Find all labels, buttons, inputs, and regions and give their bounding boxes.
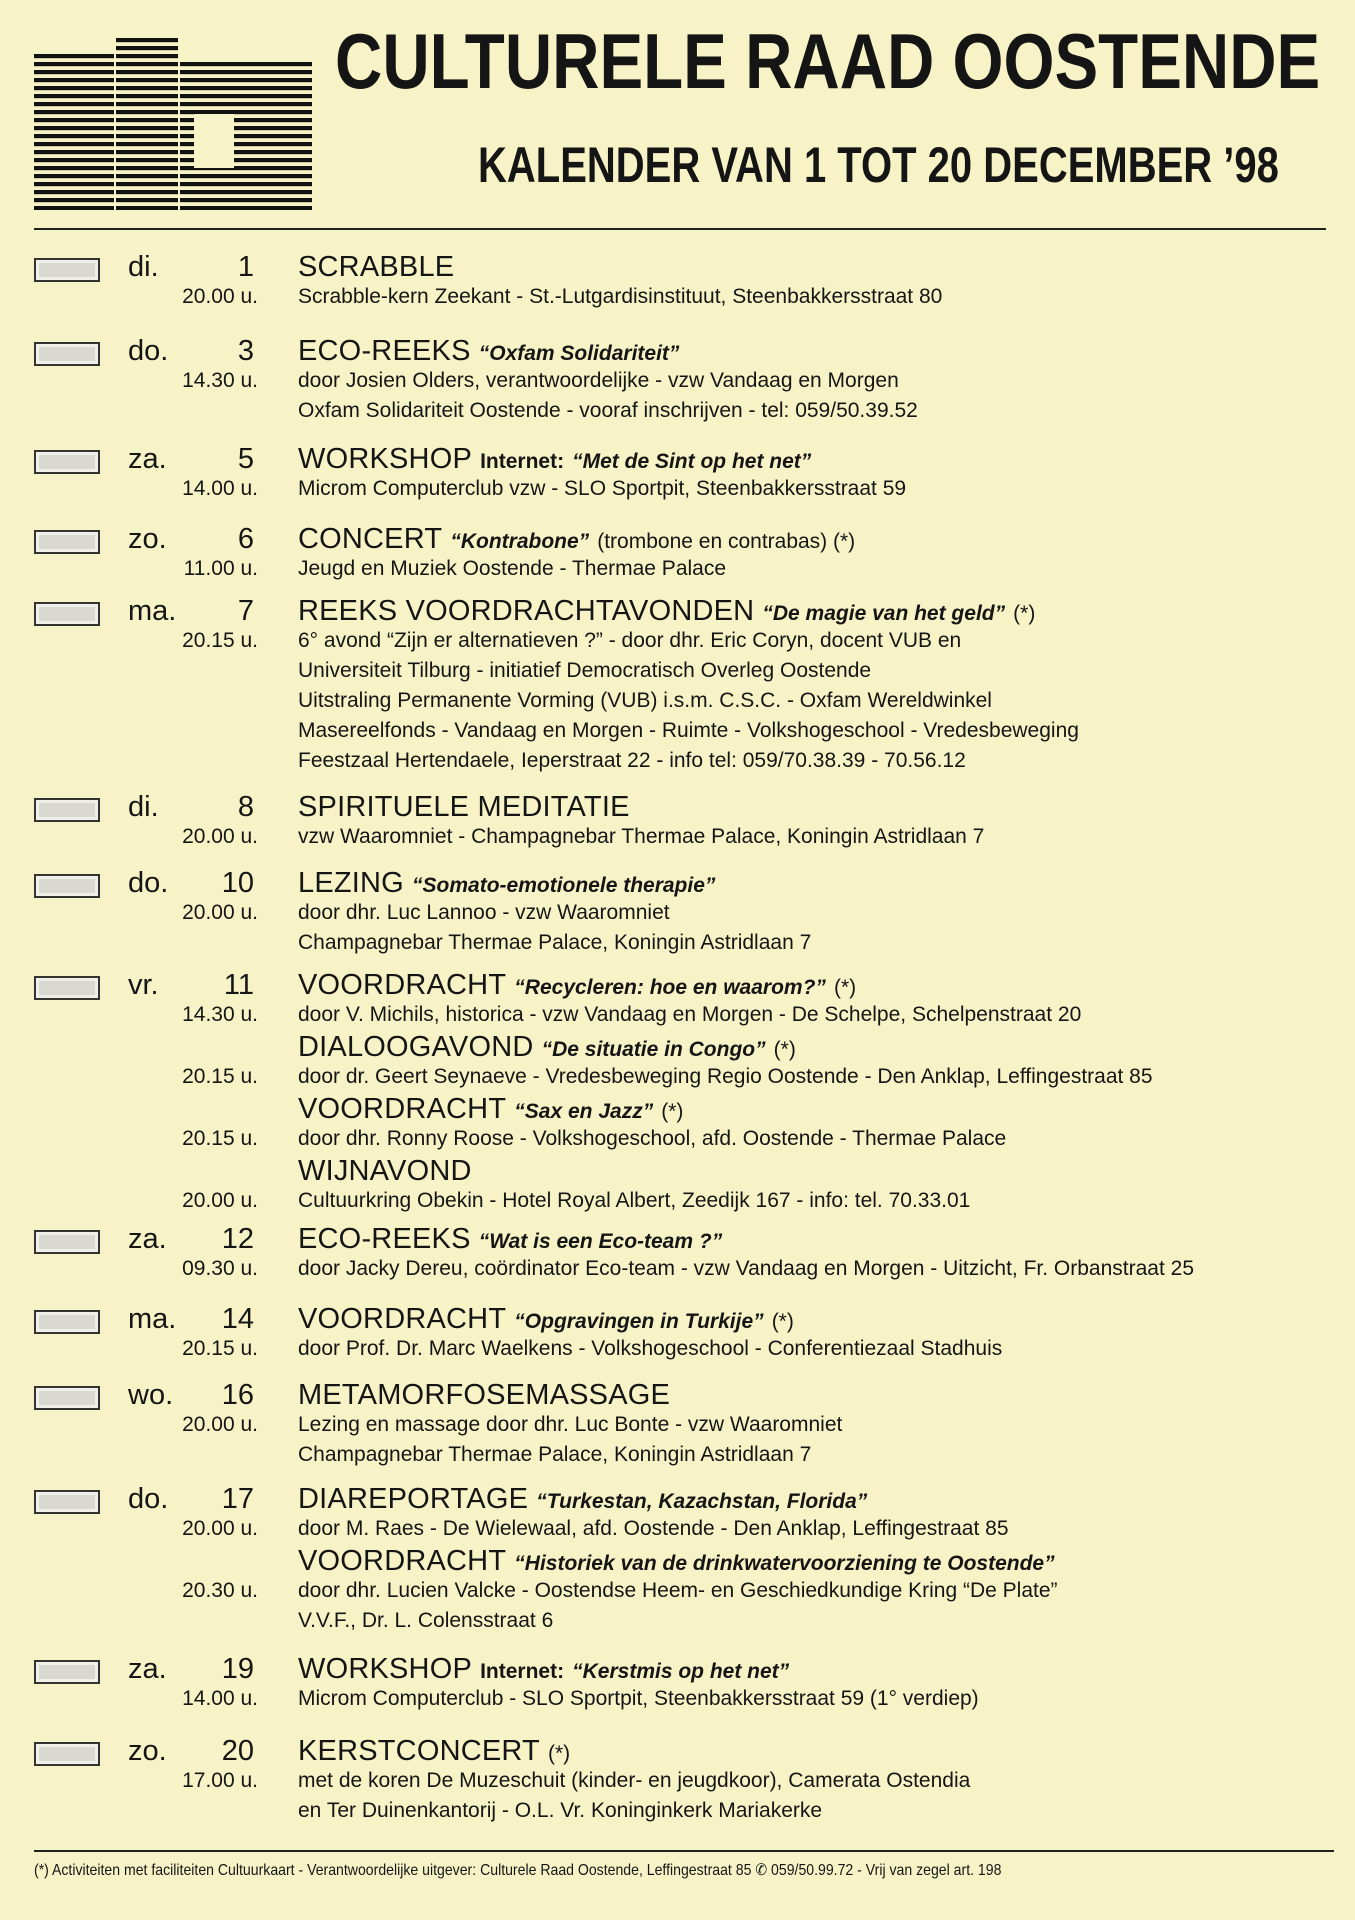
event-title-extra: (*) bbox=[833, 976, 857, 999]
event-day-number: 17 bbox=[221, 1483, 254, 1515]
event-time: 14.00 u. bbox=[182, 1687, 258, 1710]
event-title-extra: (*) bbox=[548, 1742, 571, 1765]
event-weekday: vr. bbox=[128, 969, 159, 1001]
event-checkbox bbox=[34, 530, 100, 554]
event-checkbox bbox=[34, 1310, 100, 1334]
event-detail-line: Oxfam Solidariteit Oostende - vooraf inschrijven - tel: 059/50.39.52 bbox=[298, 399, 918, 422]
event-checkbox bbox=[34, 976, 100, 1000]
event-title-extra: (*) bbox=[661, 1100, 684, 1123]
event-title-quote: “Kontrabone” bbox=[450, 530, 590, 553]
event-title-main: REEKS VOORDRACHTAVONDEN bbox=[298, 595, 755, 627]
event-title-main: SCRABBLE bbox=[298, 251, 455, 283]
event-title-extra: (*) bbox=[1013, 602, 1036, 625]
footer-divider bbox=[34, 1850, 1334, 1852]
event-detail-line: door Jacky Dereu, coördinator Eco-team - vzw Vandaag en Morgen - Uitzicht, Fr. Orbanstraat 25 bbox=[298, 1257, 1195, 1280]
event-day-number: 3 bbox=[237, 335, 254, 367]
event-title-extra: (*) bbox=[771, 1310, 794, 1333]
event-day-number: 1 bbox=[237, 251, 254, 283]
event-detail-line: Masereelfonds - Vandaag en Morgen - Ruimte - Volkshogeschool - Vredesbeweging bbox=[298, 719, 1079, 742]
event-title-main: KERSTCONCERT bbox=[298, 1735, 540, 1767]
event-title-quote: “Oxfam Solidariteit” bbox=[478, 342, 680, 365]
event-checkbox bbox=[34, 1386, 100, 1410]
event-day-number: 7 bbox=[237, 595, 254, 627]
event-detail-line: Jeugd en Muziek Oostende - Thermae Palace bbox=[298, 557, 727, 580]
event-checkbox bbox=[34, 602, 100, 626]
event-detail-line: door dr. Geert Seynaeve - Vredesbeweging Regio Oostende - Den Anklap, Leffingestraat 85 bbox=[298, 1065, 1153, 1088]
header bbox=[0, 0, 1355, 228]
event-title bbox=[298, 790, 630, 824]
event-weekday: do. bbox=[128, 1483, 169, 1515]
event-time: 14.30 u. bbox=[182, 369, 258, 392]
event-weekday: za. bbox=[128, 443, 167, 475]
event-weekday: zo. bbox=[128, 523, 167, 555]
event-detail-line: door Prof. Dr. Marc Waelkens - Volkshogeschool - Conferentiezaal Stadhuis bbox=[298, 1337, 1003, 1360]
event-time: 20.15 u. bbox=[182, 1065, 258, 1088]
event-title bbox=[298, 250, 454, 284]
header-divider bbox=[34, 228, 1326, 230]
event-title-extra: (*) bbox=[773, 1038, 796, 1061]
event-time: 17.00 u. bbox=[182, 1769, 258, 1792]
event-detail-line: 6° avond “Zijn er alternatieven ?” - door dhr. Eric Coryn, docent VUB en bbox=[298, 629, 962, 652]
event-title-main: VOORDRACHT bbox=[298, 1093, 507, 1125]
event-title-main: DIALOOGAVOND bbox=[298, 1031, 534, 1063]
event-day-number: 6 bbox=[237, 523, 254, 555]
event-time: 20.00 u. bbox=[182, 285, 258, 308]
event-title-quote: “Kerstmis op het net” bbox=[572, 1660, 790, 1683]
event-day-number: 19 bbox=[221, 1653, 254, 1685]
event-title-quote: “Opgravingen in Turkije” bbox=[514, 1310, 764, 1333]
event-title-main: ECO-REEKS bbox=[298, 335, 471, 367]
footer-note: (*) Activiteiten met faciliteiten Cultuurkaart - Verantwoordelijke uitgever: Culturele Raad Oostende, Leffingestraat 85 ✆ 059/50.99.72 - Vrij van zegel art. 198 bbox=[34, 1862, 1002, 1879]
event-weekday: do. bbox=[128, 335, 169, 367]
event-weekday: ma. bbox=[128, 595, 177, 627]
event-checkbox bbox=[34, 1230, 100, 1254]
event-title-main: VOORDRACHT bbox=[298, 1545, 507, 1577]
event-detail-line: door Josien Olders, verantwoordelijke - vzw Vandaag en Morgen bbox=[298, 369, 899, 392]
event-title-quote: “Turkestan, Kazachstan, Florida” bbox=[536, 1490, 868, 1513]
event-title-main: VOORDRACHT bbox=[298, 969, 507, 1001]
event-time: 14.30 u. bbox=[182, 1003, 258, 1026]
event-title bbox=[298, 1154, 472, 1188]
event-detail-line: en Ter Duinenkantorij - O.L. Vr. Koninginkerk Mariakerke bbox=[298, 1799, 823, 1822]
event-time: 20.00 u. bbox=[182, 1517, 258, 1540]
event-time: 20.15 u. bbox=[182, 1337, 258, 1360]
event-title-sub: Internet: bbox=[480, 1660, 565, 1683]
event-weekday: zo. bbox=[128, 1735, 167, 1767]
event-title-sub: Internet: bbox=[480, 450, 565, 473]
event-title-main: LEZING bbox=[298, 867, 404, 899]
event-day-number: 16 bbox=[221, 1379, 254, 1411]
event-title-extra: (trombone en contrabas) (*) bbox=[597, 530, 856, 553]
event-day-number: 12 bbox=[221, 1223, 254, 1255]
event-title-main: DIAREPORTAGE bbox=[298, 1483, 529, 1515]
event-detail-line: door M. Raes - De Wielewaal, afd. Oostende - Den Anklap, Leffingestraat 85 bbox=[298, 1517, 1009, 1540]
organization-title: CULTURELE RAAD OOSTENDE bbox=[335, 17, 1321, 105]
event-title-quote: “Wat is een Eco-team ?” bbox=[478, 1230, 723, 1253]
event-time: 20.15 u. bbox=[182, 629, 258, 652]
event-checkbox bbox=[34, 450, 100, 474]
event-day-number: 20 bbox=[221, 1735, 254, 1767]
culturele-raad-logo bbox=[34, 38, 312, 210]
event-time: 11.00 u. bbox=[183, 557, 258, 580]
event-detail-line: door dhr. Ronny Roose - Volkshogeschool, afd. Oostende - Thermae Palace bbox=[298, 1127, 1007, 1150]
event-weekday: do. bbox=[128, 867, 169, 899]
event-day-number: 5 bbox=[237, 443, 254, 475]
event-time: 20.00 u. bbox=[182, 1413, 258, 1436]
event-title-quote: “De situatie in Congo” bbox=[541, 1038, 766, 1061]
event-detail-line: door dhr. Lucien Valcke - Oostendse Heem- en Geschiedkundige Kring “De Plate” bbox=[298, 1579, 1058, 1602]
event-weekday: wo. bbox=[128, 1379, 174, 1411]
event-time: 20.00 u. bbox=[182, 901, 258, 924]
event-time: 20.30 u. bbox=[182, 1579, 258, 1602]
event-checkbox bbox=[34, 342, 100, 366]
event-title-quote: “Met de Sint op het net” bbox=[572, 450, 812, 473]
event-time: 20.00 u. bbox=[182, 1189, 258, 1212]
event-detail-line: met de koren De Muzeschuit (kinder- en jeugdkoor), Camerata Ostendia bbox=[298, 1769, 971, 1792]
event-time: 20.15 u. bbox=[182, 1127, 258, 1150]
event-weekday: za. bbox=[128, 1223, 167, 1255]
event-title-main: WORKSHOP bbox=[298, 443, 472, 475]
event-detail-line: door dhr. Luc Lannoo - vzw Waaromniet bbox=[298, 901, 670, 924]
event-checkbox bbox=[34, 874, 100, 898]
event-detail-line: Lezing en massage door dhr. Luc Bonte - vzw Waaromniet bbox=[298, 1413, 843, 1436]
event-title-main: WIJNAVOND bbox=[298, 1155, 472, 1187]
event-title-main: SPIRITUELE MEDITATIE bbox=[298, 791, 630, 823]
event-title-main: WORKSHOP bbox=[298, 1653, 472, 1685]
event-time: 14.00 u. bbox=[182, 477, 258, 500]
event-checkbox bbox=[34, 1490, 100, 1514]
event-detail-line: Microm Computerclub vzw - SLO Sportpit, Steenbakkersstraat 59 bbox=[298, 477, 907, 500]
event-checkbox bbox=[34, 258, 100, 282]
event-title-main: CONCERT bbox=[298, 523, 443, 555]
event-detail-line: door V. Michils, historica - vzw Vandaag en Morgen - De Schelpe, Schelpenstraat 20 bbox=[298, 1003, 1082, 1026]
event-title-main: ECO-REEKS bbox=[298, 1223, 471, 1255]
event-detail-line: Scrabble-kern Zeekant - St.-Lutgardisinstituut, Steenbakkersstraat 80 bbox=[298, 285, 943, 308]
event-checkbox bbox=[34, 798, 100, 822]
event-title-quote: “De magie van het geld” bbox=[762, 602, 1006, 625]
calendar-subtitle: KALENDER VAN 1 TOT 20 DECEMBER ’98 bbox=[478, 137, 1279, 193]
event-detail-line: vzw Waaromniet - Champagnebar Thermae Palace, Koningin Astridlaan 7 bbox=[298, 825, 985, 848]
event-checkbox bbox=[34, 1660, 100, 1684]
event-detail-line: Universiteit Tilburg - initiatief Democratisch Overleg Oostende bbox=[298, 659, 872, 682]
event-title bbox=[298, 1378, 670, 1412]
event-day-number: 10 bbox=[221, 867, 254, 899]
event-day-number: 11 bbox=[223, 969, 254, 1001]
event-title-main: METAMORFOSEMASSAGE bbox=[298, 1379, 671, 1411]
event-title-quote: “Sax en Jazz” bbox=[514, 1100, 654, 1123]
event-time: 20.00 u. bbox=[182, 825, 258, 848]
event-detail-line: Cultuurkring Obekin - Hotel Royal Albert, Zeedijk 167 - info: tel. 70.33.01 bbox=[298, 1189, 971, 1212]
event-weekday: di. bbox=[128, 791, 159, 823]
event-detail-line: Uitstraling Permanente Vorming (VUB) i.s.m. C.S.C. - Oxfam Wereldwinkel bbox=[298, 689, 992, 712]
event-title-quote: “Recycleren: hoe en waarom?” bbox=[514, 976, 826, 999]
event-weekday: di. bbox=[128, 251, 159, 283]
event-time: 09.30 u. bbox=[182, 1257, 258, 1280]
event-detail-line: V.V.F., Dr. L. Colensstraat 6 bbox=[298, 1609, 554, 1632]
event-weekday: za. bbox=[128, 1653, 167, 1685]
event-detail-line: Microm Computerclub - SLO Sportpit, Steenbakkersstraat 59 (1° verdiep) bbox=[298, 1687, 979, 1710]
event-detail-line: Champagnebar Thermae Palace, Koningin Astridlaan 7 bbox=[298, 1443, 812, 1466]
event-day-number: 14 bbox=[221, 1303, 254, 1335]
event-title-quote: “Historiek van de drinkwatervoorziening te Oostende” bbox=[514, 1552, 1055, 1575]
event-weekday: ma. bbox=[128, 1303, 177, 1335]
event-detail-line: Feestzaal Hertendaele, Ieperstraat 22 - info tel: 059/70.38.39 - 70.56.12 bbox=[298, 749, 966, 772]
event-detail-line: Champagnebar Thermae Palace, Koningin Astridlaan 7 bbox=[298, 931, 812, 954]
event-title-quote: “Somato-emotionele therapie” bbox=[412, 874, 716, 897]
event-day-number: 8 bbox=[237, 791, 254, 823]
event-checkbox bbox=[34, 1742, 100, 1766]
event-title-main: VOORDRACHT bbox=[298, 1303, 507, 1335]
